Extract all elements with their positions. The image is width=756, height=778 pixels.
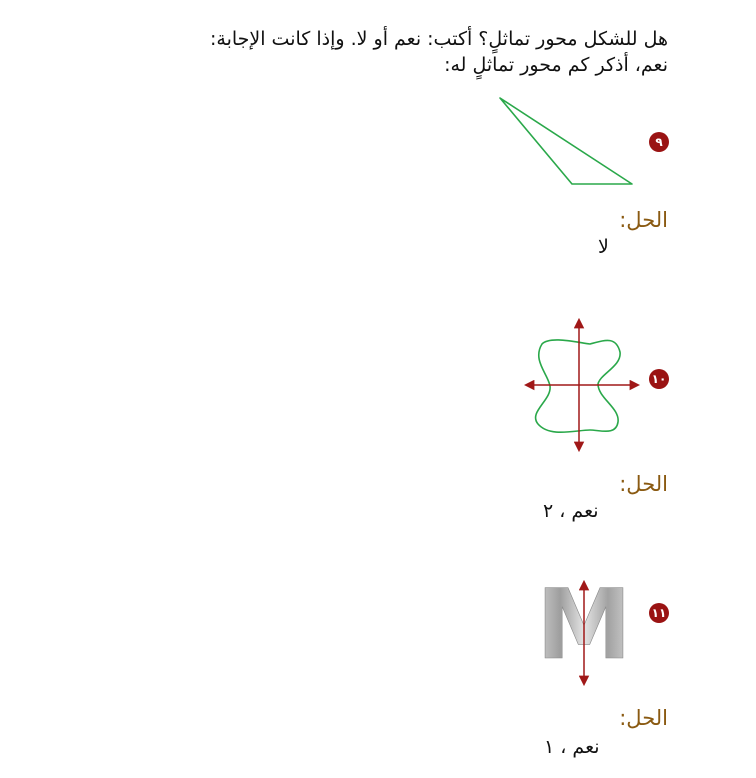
solution-label-10: الحل: — [619, 472, 668, 496]
answer-9: لا — [598, 236, 609, 258]
letter-m-glyph: M — [536, 569, 632, 681]
problem-number-badge-11: ١١ — [649, 603, 669, 623]
question-line-1: هل للشكل محور تماثلٍ؟ أكتب: نعم أو لا. وإذا كانت الإجابة: — [209, 28, 668, 50]
solution-label-11: الحل: — [619, 706, 668, 730]
answer-11: نعم ، ١ — [544, 736, 600, 758]
question-line-2: نعم، أذكر كم محور تماثلٍ له: — [444, 54, 668, 76]
curved-shape-figure — [520, 314, 644, 456]
solution-label-9: الحل: — [619, 208, 668, 232]
problem-number-badge-10: ١٠ — [649, 369, 669, 389]
question-text — [48, 26, 668, 78]
triangle-figure — [492, 92, 642, 192]
letter-m-figure — [536, 569, 632, 690]
problem-number-badge-9: ٩ — [649, 132, 669, 152]
answer-10: نعم ، ٢ — [543, 500, 599, 522]
